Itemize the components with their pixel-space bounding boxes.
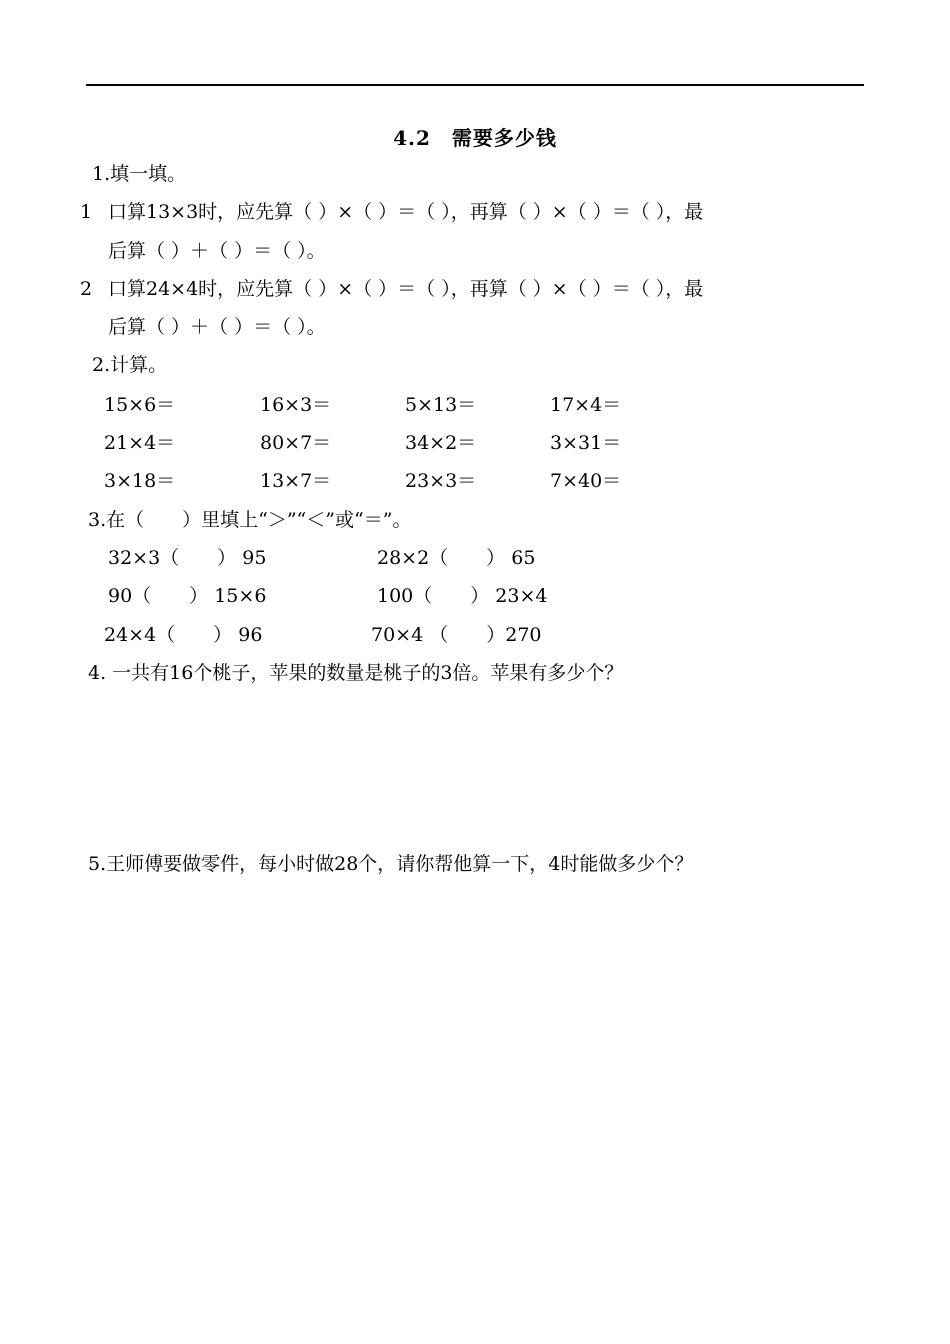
calc-item: 23×3＝ (405, 470, 477, 492)
section-1-heading: 1.填一填。 (92, 163, 187, 185)
calc-item: 21×4＝ (104, 432, 176, 454)
calc-item: 80×7＝ (260, 432, 332, 454)
calc-item: 15×6＝ (104, 394, 176, 416)
calc-item: 34×2＝ (405, 432, 477, 454)
question-1-line-1 (80, 200, 703, 224)
question-1-number: 1 (80, 201, 93, 223)
calc-item: 5×13＝ (405, 394, 477, 416)
compare-item: 28×2（ ） 65 (377, 547, 536, 569)
section-2-heading: 2.计算。 (92, 354, 168, 376)
calc-item: 13×7＝ (260, 470, 332, 492)
calc-item: 7×40＝ (550, 470, 622, 492)
question-2-line-1 (80, 277, 703, 301)
calc-item: 3×18＝ (104, 470, 176, 492)
calc-item: 16×3＝ (260, 394, 332, 416)
calc-item: 17×4＝ (550, 394, 622, 416)
question-2-text: 口算24×4时，应先算（ ）×（ ）＝（ ），再算（ ）×（ ）＝（ ），最 (108, 278, 704, 300)
compare-item: 24×4（ ） 96 (104, 624, 263, 646)
section-3-heading: 3.在（ ）里填上“＞”“＜”或“＝”。 (88, 509, 412, 531)
question-2-line-2: 后算（ ）＋（ ）＝（ ）。 (108, 316, 326, 338)
calc-item: 3×31＝ (550, 432, 622, 454)
compare-item: 70×4 （ ）270 (371, 624, 542, 646)
page-title: 4.2 需要多少钱 (393, 126, 557, 150)
section-4-question: 4. 一共有16个桃子，苹果的数量是桃子的3倍。苹果有多少个？ (88, 662, 624, 684)
question-1-line-2: 后算（ ）＋（ ）＝（ ）。 (108, 240, 326, 262)
header-rule (86, 84, 864, 86)
compare-item: 90（ ） 15×6 (108, 585, 267, 607)
compare-item: 100（ ） 23×4 (377, 585, 548, 607)
question-1-text: 口算13×3时，应先算（ ）×（ ）＝（ ），再算（ ）×（ ）＝（ ），最 (108, 201, 704, 223)
section-5-question: 5.王师傅要做零件，每小时做28个，请你帮他算一下，4时能做多少个？ (88, 853, 694, 875)
question-2-number: 2 (80, 278, 93, 300)
compare-item: 32×3（ ） 95 (108, 547, 267, 569)
